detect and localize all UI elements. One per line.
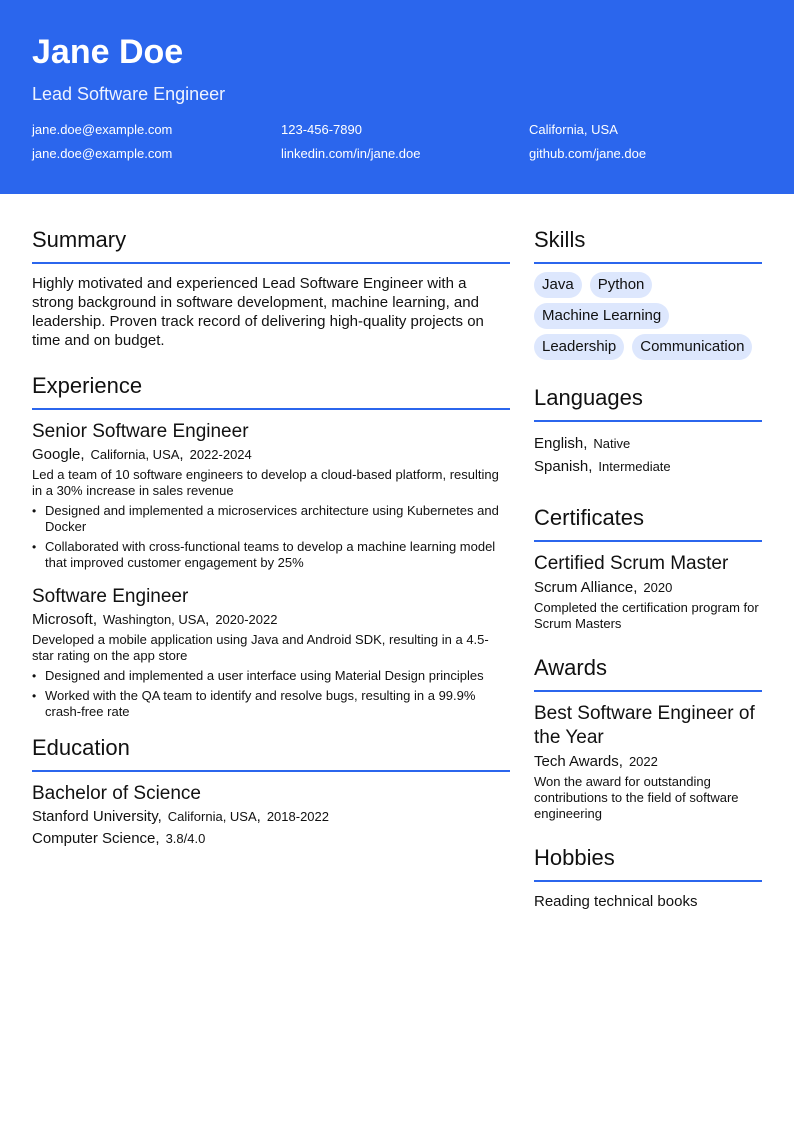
skill-tag: Leadership (534, 334, 624, 360)
section-heading: Summary (32, 227, 127, 252)
email-link-secondary[interactable]: jane.doe@example.com (32, 146, 173, 161)
summary-text: Highly motivated and experienced Lead Software Engineer with a strong background in software development, machine learning, and leadership. Proven track record of delivering high-quality projects on time and on budget. (32, 275, 484, 349)
education-dates: 2018-2022 (266, 809, 329, 824)
job-dates: 2022-2024 (189, 447, 252, 462)
section-divider (534, 262, 762, 264)
awards-section (534, 654, 762, 822)
award-title: Best Software Engineer of the Year (534, 703, 755, 748)
language-level: Native (593, 436, 631, 451)
language-level: Intermediate (598, 459, 671, 474)
language-name: Spanish (534, 458, 589, 475)
school-name: Stanford University (32, 808, 158, 825)
section-divider (534, 420, 762, 422)
job-description: Developed a mobile application using Java and Android SDK, resulting in a 4.5-star rating on the app store (32, 632, 489, 663)
email-link[interactable]: jane.doe@example.com (32, 122, 173, 137)
main-column (32, 226, 510, 851)
degree-title: Bachelor of Science (32, 783, 201, 804)
certificate-year: 2020 (643, 580, 673, 595)
language-row: Spanish, Intermediate (534, 458, 671, 475)
company-name: Microsoft (32, 611, 93, 628)
section-heading: Awards (534, 655, 607, 680)
section-divider (534, 880, 762, 882)
candidate-title: Lead Software Engineer (32, 84, 226, 104)
summary-section (32, 226, 510, 350)
certificate-description: Completed the certification program for Scrum Masters (534, 600, 759, 631)
section-divider (534, 540, 762, 542)
language-name: English (534, 435, 584, 452)
certificate-issuer: Scrum Alliance (534, 579, 634, 596)
section-heading: Certificates (534, 505, 645, 530)
section-divider (32, 408, 510, 410)
education-meta: Stanford University, California, USA, 2018-2022 (32, 808, 329, 825)
skill-tag: Machine Learning (534, 303, 669, 329)
education-section (32, 734, 510, 849)
job-meta: Google, California, USA, 2022-2024 (32, 446, 252, 463)
certificate-meta: Scrum Alliance, 2020 (534, 579, 673, 596)
sidebar-column (534, 226, 762, 912)
field-of-study: Computer Science (32, 830, 156, 847)
language-row: English, Native (534, 435, 631, 452)
award-issuer: Tech Awards (534, 753, 619, 770)
job-dates: 2020-2022 (215, 612, 278, 627)
skills-section (534, 226, 762, 360)
section-heading: Experience (32, 373, 143, 398)
section-heading: Languages (534, 385, 643, 410)
linkedin-link[interactable]: linkedin.com/in/jane.doe (281, 146, 421, 161)
section-heading: Hobbies (534, 845, 615, 870)
education-field: Computer Science, 3.8/4.0 (32, 830, 206, 847)
hobby-item: Reading technical books (534, 893, 698, 910)
section-heading: Skills (534, 227, 586, 252)
job-bullets (32, 503, 510, 571)
candidate-name: Jane Doe (32, 33, 184, 71)
hobbies-section (534, 844, 762, 912)
job-entry (32, 420, 510, 571)
section-divider (534, 690, 762, 692)
job-description: Led a team of 10 software engineers to develop a cloud-based platform, resulting in a 30% increase in sales revenue (32, 467, 499, 498)
experience-section (32, 372, 510, 720)
job-meta: Microsoft, Washington, USA, 2020-2022 (32, 611, 278, 628)
certificates-section (534, 504, 762, 632)
header-banner (0, 0, 794, 194)
location-text: California, USA (529, 122, 618, 137)
certificate-title: Certified Scrum Master (534, 553, 729, 574)
section-divider (32, 262, 510, 264)
job-entry (32, 585, 510, 720)
job-title: Senior Software Engineer (32, 421, 249, 442)
skill-tag: Communication (632, 334, 752, 360)
school-location: California, USA (167, 809, 257, 824)
skill-tag: Python (590, 272, 653, 298)
list-item: • Designed and implemented a user interface using Material Design principles (32, 668, 510, 684)
skill-tags (534, 272, 762, 360)
section-divider (32, 770, 510, 772)
job-title: Software Engineer (32, 586, 189, 607)
job-location: Washington, USA (103, 612, 206, 627)
job-bullets (32, 668, 510, 720)
list-item: • Designed and implemented a microservices architecture using Kubernetes and Docker (32, 503, 510, 535)
award-meta: Tech Awards, 2022 (534, 753, 658, 770)
gpa: 3.8/4.0 (165, 831, 206, 846)
job-location: California, USA (90, 447, 180, 462)
skill-tag: Java (534, 272, 582, 298)
github-link[interactable]: github.com/jane.doe (529, 146, 647, 161)
award-year: 2022 (628, 754, 658, 769)
phone-number[interactable]: 123-456-7890 (281, 122, 362, 137)
list-item: • Worked with the QA team to identify and resolve bugs, resulting in a 99.9% crash-free rate (32, 688, 510, 720)
company-name: Google (32, 446, 81, 463)
list-item: • Collaborated with cross-functional teams to develop a machine learning model that improved customer engagement by 25% (32, 539, 510, 571)
section-heading: Education (32, 735, 130, 760)
award-description: Won the award for outstanding contributions to the field of software engineering (534, 774, 739, 821)
languages-section (534, 384, 762, 478)
